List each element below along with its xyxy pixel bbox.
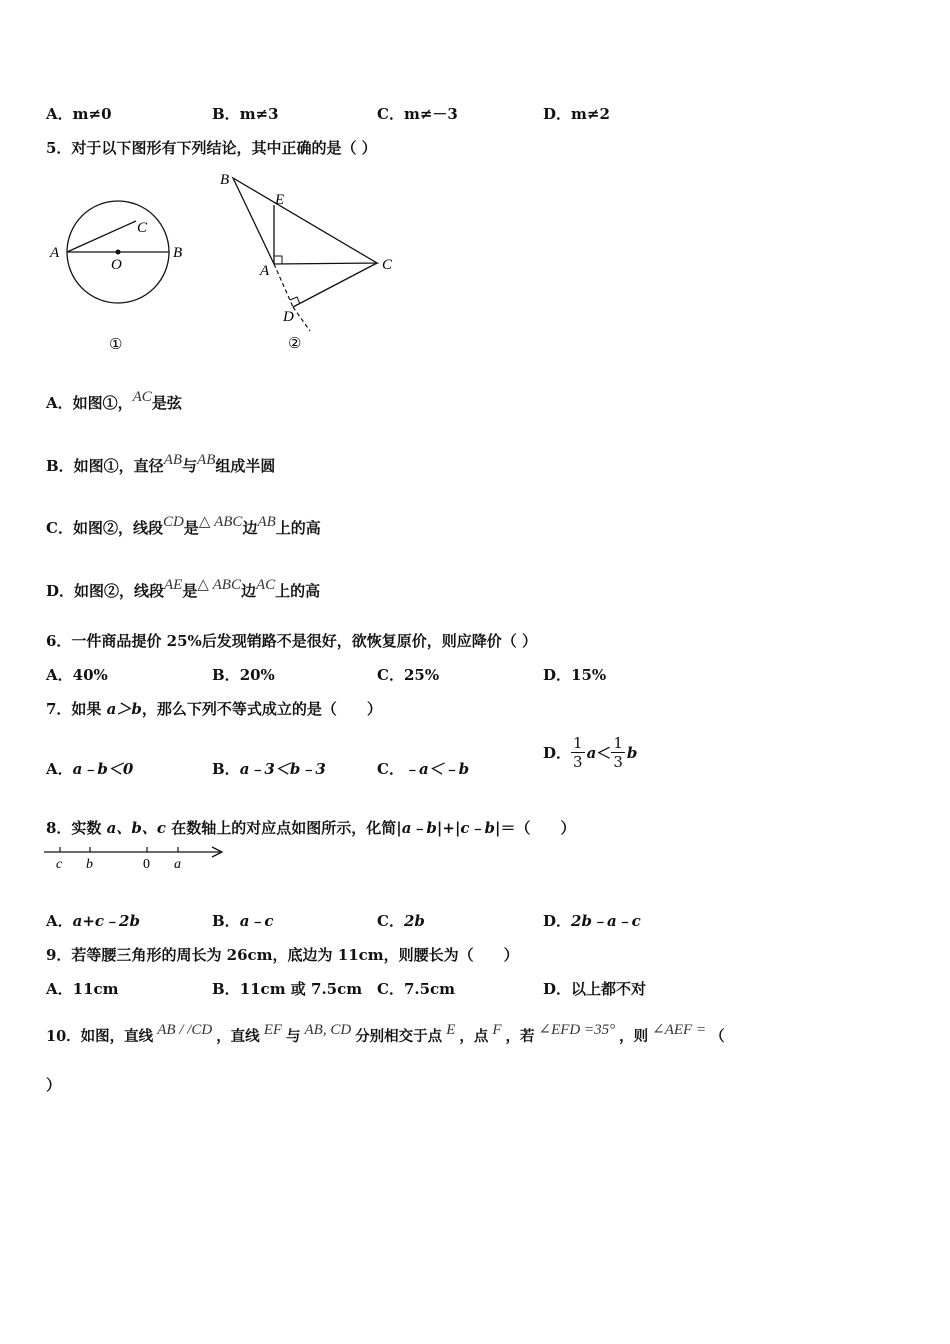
q7-stem: 7．如果 a＞b，那么下列不等式成立的是（ ）: [46, 700, 382, 718]
number-line: [40, 842, 230, 874]
right-angle-a: [274, 256, 282, 264]
extension-dashed: [293, 307, 310, 331]
circle-figure: [49, 201, 182, 353]
label-E2: E: [275, 192, 285, 208]
q6-option-c: C．25%: [377, 666, 440, 684]
q9-option-a: A．11cm: [46, 980, 119, 998]
q5-figures: [40, 165, 420, 360]
caption-2: ②: [288, 336, 302, 352]
q6-option-a: A．40%: [46, 666, 108, 684]
q4-option-c: C．m≠－3: [377, 105, 458, 123]
axis-label-a: a: [174, 857, 181, 872]
label-A: A: [50, 245, 60, 261]
q9-option-c: C．7.5cm: [377, 980, 456, 998]
q8-option-d: D．2b﹣a﹣c: [543, 912, 641, 930]
q4-option-d: D．m≠2: [543, 105, 610, 123]
q8-stem: 8．实数 a、b、c 在数轴上的对应点如图所示，化简|a﹣b|+|c﹣b|＝（ ）: [46, 819, 576, 837]
label-A2: A: [260, 263, 270, 279]
fraction-one-third-a: $\frac{1}{3}$: [573, 734, 583, 771]
chord-ac: [67, 221, 136, 252]
axis-label-c: c: [56, 857, 63, 872]
q5-option-d: D．如图②，线段AE是△ ABC边AC上的高: [46, 577, 321, 600]
q7-option-a: A．a﹣b＜0: [46, 760, 134, 778]
q7-option-b: B．a﹣3＜b﹣3: [212, 760, 326, 778]
q9-option-d: D．以上都不对: [543, 980, 647, 998]
q10-closing-paren: ）: [46, 1076, 62, 1094]
q9-option-b: B．11cm 或 7.5cm: [212, 980, 363, 998]
q7-option-c: C．﹣a＜﹣b: [377, 760, 470, 778]
q6-option-b: B．20%: [212, 666, 275, 684]
q7-option-d: D． $\frac{1}{3}$ a ＜ $\frac{1}{3}$ b: [543, 734, 638, 771]
label-C: C: [137, 220, 148, 236]
q8-option-b: B．a﹣c: [212, 912, 274, 930]
axis-label-zero: 0: [143, 857, 150, 872]
axis-label-b: b: [86, 857, 93, 872]
label-B2: B: [220, 172, 230, 188]
q8-option-c: C．2b: [377, 912, 425, 930]
q8-option-a: A．a+c﹣2b: [46, 912, 140, 930]
q5-option-b: B．如图①，直径AB与AB组成半圆: [46, 452, 276, 475]
label-O: O: [111, 257, 122, 273]
label-D2: D: [283, 309, 294, 325]
q5-stem: 5．对于以下图形有下列结论，其中正确的是（ ）: [46, 139, 377, 157]
triangle-abc: [233, 178, 377, 264]
q6-stem: 6．一件商品提价 25%后发现销路不是很好，欲恢复原价，则应降价（ ）: [46, 632, 538, 650]
label-B: B: [173, 245, 183, 261]
q6-option-d: D．15%: [543, 666, 607, 684]
segment-cd: [293, 263, 377, 307]
center-dot: [116, 250, 121, 255]
q4-option-b: B．m≠3: [212, 105, 279, 123]
q5-option-a: A．如图①，AC是弦: [46, 389, 182, 412]
triangle-figure: [220, 172, 393, 352]
q5-option-c: C．如图②，线段CD是△ ABC边AB上的高: [46, 514, 321, 537]
fraction-one-third-b: $\frac{1}{3}$: [613, 734, 623, 771]
extension-ad: [274, 264, 293, 307]
q10-stem: 10．如图，直线 AB / /CD ，直线 EF 与 AB, CD 分别相交于点 E ，点 F ，若 ∠EFD =35° ，则 ∠AEF = （: [46, 1022, 725, 1045]
label-C2: C: [382, 257, 393, 273]
caption-1: ①: [109, 337, 123, 353]
q4-option-a: A．m≠0: [46, 105, 112, 123]
q9-stem: 9．若等腰三角形的周长为 26cm，底边为 11cm，则腰长为（ ）: [46, 946, 519, 964]
